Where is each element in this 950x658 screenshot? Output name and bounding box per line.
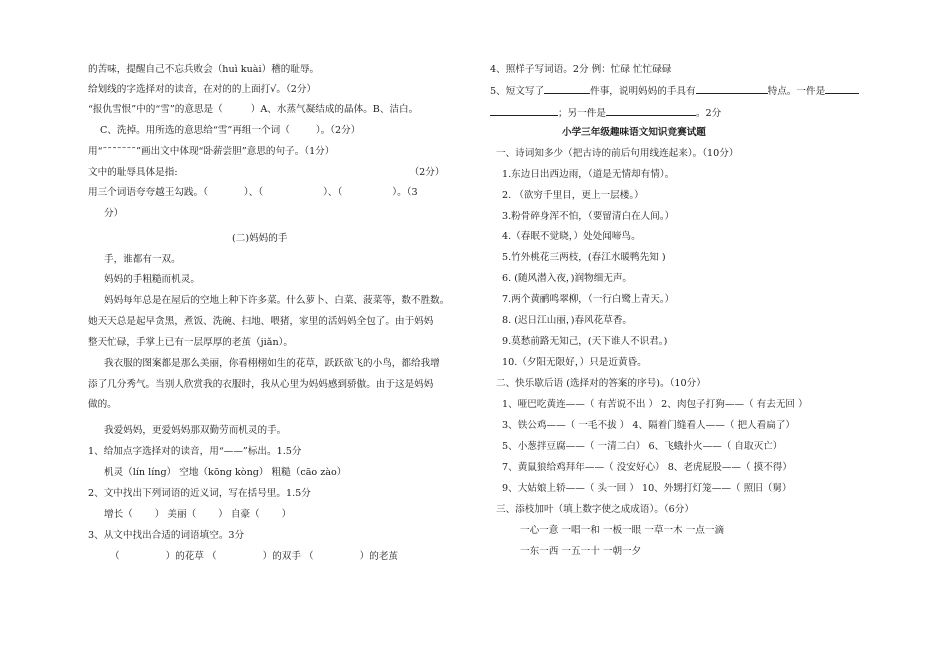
poem-line: 1.东边日出西边雨，（道是无情却有情）。 [502, 169, 675, 180]
question-1: 1、给加点字选择对的读音，用“——”标出。1.5分 [88, 446, 302, 457]
question-5: 5、短文写了 件事，说明妈妈的手具有 特点。一件是 [490, 84, 859, 99]
question-1-options: 机灵（lín líng） 空地（kōng kòng） 粗糙（cāo zào） [104, 467, 347, 478]
poem-line: 8. (迟日江山丽，)春风花草香。 [502, 315, 633, 326]
poem-line: 10.（夕阳无限好，）只是近黄昏。 [502, 357, 647, 368]
answer-underline[interactable] [696, 84, 768, 94]
xiehouyu-line: 3、铁公鸡——（ 一毛不拔 ） 4、隔着门缝看人——（ 把人看扁了） [502, 420, 796, 431]
answer-underline[interactable] [544, 84, 590, 94]
question-2-blanks: 增长（ ） 美丽（ ） 自豪（ ） [104, 509, 292, 520]
poem-line: 3.粉骨碎身浑不怕，（要留清白在人间。） [502, 211, 675, 222]
poem-line: 6. (随风潜入夜，)润物细无声。 [502, 273, 633, 284]
answer-underline[interactable] [825, 84, 859, 94]
section-title-mothers-hands: (二)妈妈的手 [232, 233, 288, 244]
idiom-line: 一东一西 一五一十 一朝一夕 [520, 546, 642, 557]
paragraph-line: 添了几分秀气。当别人欣赏我的衣服时，我从心里为妈妈感到骄傲。由于这是妈妈 [88, 379, 434, 390]
poem-line: 2. （欲穷千里目，更上一层楼。） [502, 190, 644, 201]
question-xue-word: C、洗掉。用所选的意思给“雪”再组一个词（ ）。（2分） [100, 125, 361, 136]
answer-underline[interactable] [606, 106, 696, 116]
paragraph: 手，谁都有一双。 [104, 254, 181, 265]
paragraph-line: 整天忙碌，手掌上已有一层厚厚的老茧（jiǎn）。 [88, 337, 294, 348]
paragraph: 妈妈的手粗糙而机灵。 [104, 274, 200, 285]
quiz-title: 小学三年级趣味语文知识竞赛试题 [562, 127, 706, 138]
poem-line: 7.两个黄鹂鸣翠柳，（一行白鹭上青天。） [502, 294, 675, 305]
question-praise-words: 用三个词语夸夸越王勾践。（ ）、（ ）、（ ）。（3 [88, 187, 418, 198]
paragraph-line: 她天天总是起早贪黑，煮饭、洗碗、扫地、喂猪，家里的活妈妈全包了。由于妈妈 [88, 316, 434, 327]
section-xiehouyu: 二、快乐歇后语 (选择对的答案的序号)。（10分） [496, 378, 706, 389]
section-poetry: 一、诗词知多少（把古诗的前后句用线连起来）。（10分） [496, 148, 739, 159]
question-xue-meaning: “报仇雪恨”中的“雪”的意思是（ ）A、水蒸气凝结成的晶体。B、洁白。 [88, 104, 419, 115]
xiehouyu-line: 7、黄鼠狼给鸡拜年——（ 没安好心） 8、老虎屁股——（ 摸不得） [502, 462, 792, 473]
paragraph: 我爱妈妈，更爱妈妈那双勤劳而机灵的手。 [104, 425, 287, 436]
question-shame: 文中的耻辱具体是指: （2分） [88, 167, 445, 178]
poem-line: 5.竹外桃花三两枝，(春江水暖鸭先知 ) [502, 252, 666, 263]
question-underline-sentence: 用“˜˜˜˜˜˜˜”画出文中体现“卧薪尝胆”意思的句子。（1分） [88, 146, 335, 157]
paragraph-line: 做的。 [88, 399, 117, 410]
poem-line: 9.莫愁前路无知己，(天下谁人不识君。) [502, 336, 668, 347]
score-continuation: 分） [104, 208, 124, 219]
poem-line: 4.（春眠不觉晓，）处处闻啼鸟。 [502, 231, 641, 242]
xiehouyu-line: 1、哑巴吃黄连——（ 有苦说不出 ） 2、肉包子打狗——（ 有去无回 ） [502, 399, 808, 410]
question-4: 4、照样子写词语。2分 例：忙碌 忙忙碌碌 [490, 64, 672, 75]
section-idioms: 三、添枝加叶（填上数字使之成成语）。（6分） [496, 504, 694, 515]
question-2: 2、文中找出下列词语的近义词，写在括号里。1.5分 [88, 488, 311, 499]
question-3: 3、从文中找出合适的词语填空。3分 [88, 530, 245, 541]
question-3-blanks: （ ）的花草 （ ）的双手 （ ）的老茧 [110, 551, 399, 562]
idiom-line: 一心一意 一唱一和 一板一眼 一草一木 一点一滴 [520, 525, 725, 536]
paragraph: 我衣服的图案都是那么美丽，你看栩栩如生的花草，跃跃欲飞的小鸟，都给我增 [104, 358, 440, 369]
answer-underline[interactable] [490, 106, 558, 116]
paragraph: 妈妈每年总是在屋后的空地上种下许多菜。什么萝卜、白菜、菠菜等，数不胜数。 [104, 295, 450, 306]
xiehouyu-line: 5、小葱拌豆腐——（ 一清二白） 6、飞蛾扑火——（ 自取灭亡） [502, 441, 783, 452]
story-continuation-line: 的苦味，提醒自己不忘兵败会（huì kuài）稽的耻辱。 [88, 64, 320, 75]
xiehouyu-line: 9、大姑娘上轿——（ 头一回 ） 10、外甥打灯笼——（ 照旧（舅） [502, 483, 792, 494]
question-pronunciation: 给划线的字选择对的读音，在对的的上面打√。（2分） [88, 84, 317, 95]
question-5-continued: ；另一件是 。2分 [490, 106, 721, 121]
